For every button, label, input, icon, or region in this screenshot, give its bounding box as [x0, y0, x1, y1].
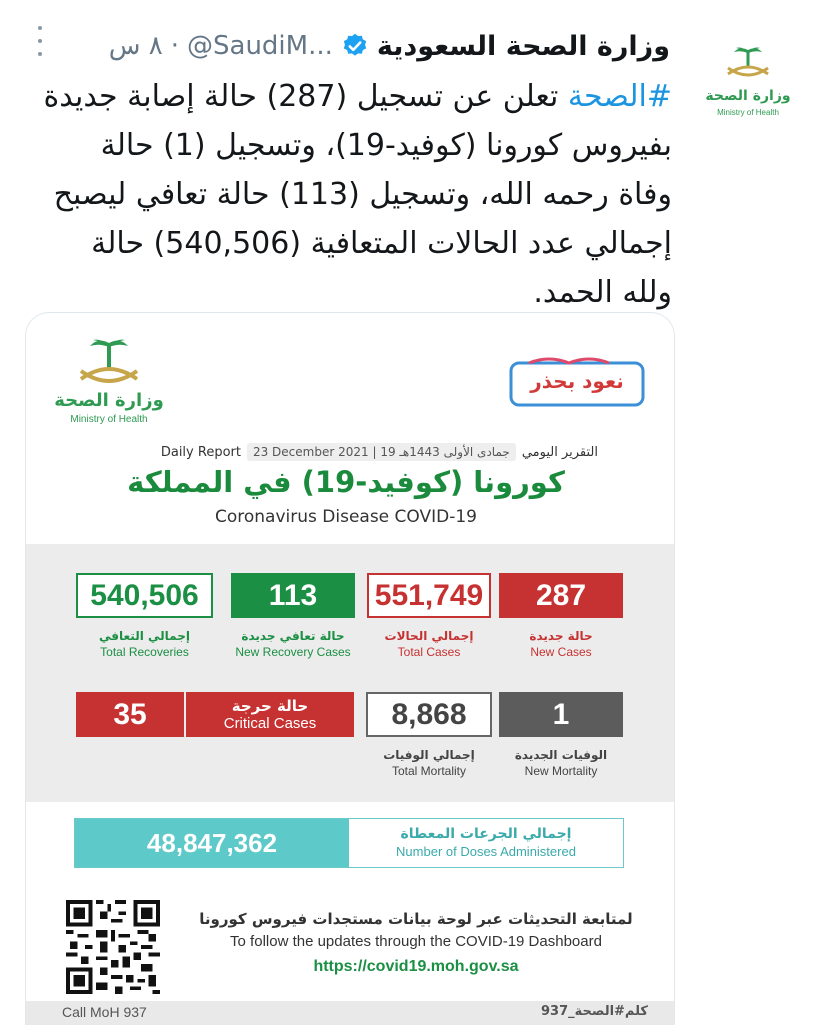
new-cases-label-en: New Cases — [530, 645, 592, 659]
report-label-ar: التقرير اليومي — [521, 444, 598, 460]
total-recoveries-value: 540,506 — [76, 573, 213, 618]
tweet-header — [109, 26, 670, 66]
tweet-body: تعلن عن تسجيل (287) حالة إصابة جديدة بفيروس كورونا (كوفيد-19)، وتسجيل (1) حالة وفاة رحمه الله، وتسجيل (113) حالة تعافي ليصبح إجمالي عدد الحالات المتعافية (540,506) حالة ولله الحمد. — [43, 79, 672, 310]
doses-value: 48,847,362 — [75, 819, 349, 867]
tweet-time[interactable]: ٨ س — [108, 31, 163, 61]
account-handle[interactable]: @SaudiM... — [187, 31, 333, 61]
total-mortality-label-en: Total Mortality — [391, 764, 467, 778]
total-recoveries-label-en: Total Recoveries — [100, 645, 189, 659]
stats-panel — [26, 544, 674, 802]
footer-call-text: Call MoH 937 — [62, 1004, 147, 1020]
new-recovery-label — [221, 628, 365, 660]
card-footer — [26, 1001, 674, 1025]
tweet-text — [40, 72, 672, 317]
logo-ar-text: وزارة الصحة — [54, 390, 164, 411]
critical-cases-label-ar: حالة حرجة — [231, 696, 309, 715]
total-mortality-label-ar: إجمالي الوفيات — [383, 748, 475, 762]
tweet-media-image[interactable] — [25, 312, 675, 1025]
new-cases-label — [499, 628, 623, 660]
new-mortality-label — [499, 747, 623, 779]
moh-emblem-icon — [54, 335, 184, 395]
doses-label-en: Number of Doses Administered — [396, 844, 576, 859]
new-recovery-label-en: New Recovery Cases — [235, 645, 351, 659]
critical-cases-value: 35 — [76, 692, 184, 737]
total-mortality-value: 8,868 — [366, 692, 492, 737]
doses-panel — [74, 818, 624, 868]
account-name[interactable]: وزارة الصحة السعودية — [376, 30, 670, 62]
verified-badge-icon — [341, 32, 369, 60]
total-recoveries-label — [76, 628, 213, 660]
avatar-en-text: Ministry of Health — [717, 108, 779, 117]
campaign-badge — [509, 357, 645, 409]
card-title-en: Coronavirus Disease COVID-19 — [214, 507, 477, 527]
total-mortality-label — [366, 747, 492, 779]
doses-label — [349, 819, 623, 867]
footer-hashtag-text: كلم#الصحة_937 — [541, 1004, 648, 1019]
daily-report-row — [136, 441, 598, 463]
total-recoveries-label-ar: إجمالي التعافي — [99, 629, 190, 643]
account-avatar[interactable] — [698, 32, 798, 132]
moh-logo — [54, 335, 184, 435]
total-cases-label — [367, 628, 491, 660]
header-separator: · — [170, 31, 180, 61]
new-cases-value: 287 — [499, 573, 623, 618]
campaign-badge-text: نعود بحذر — [530, 369, 624, 393]
avatar-ar-text: وزارة الصحة — [705, 88, 791, 104]
qr-code-icon — [66, 900, 160, 994]
hashtag-link[interactable]: #الصحة — [567, 79, 672, 114]
report-label-en: Daily Report — [160, 444, 241, 460]
dashboard-url[interactable]: https://covid19.moh.gov.sa — [313, 958, 519, 975]
critical-cases-label — [186, 692, 354, 737]
follow-text-ar: لمتابعة التحديثات عبر لوحة بيانات مستجدات فيروس كورونا — [199, 910, 633, 928]
report-dates: 23 December 2021 | 19 جمادى الأولى 1443هـ — [247, 443, 516, 461]
card-title-ar: كورونا (كوفيد-19) في المملكة — [127, 465, 565, 499]
total-cases-label-en: Total Cases — [397, 645, 461, 659]
doses-label-ar: إجمالي الجرعات المعطاة — [400, 826, 572, 842]
total-cases-value: 551,749 — [367, 573, 491, 618]
new-recovery-label-ar: حالة تعافي جديدة — [241, 629, 345, 643]
follow-text-en: To follow the updates through the COVID-19 Dashboard — [230, 933, 602, 950]
new-recovery-value: 113 — [231, 573, 355, 618]
critical-cases-label-en: Critical Cases — [223, 714, 317, 732]
new-mortality-value: 1 — [499, 692, 623, 737]
report-hijri-date: 19 جمادى الأولى 1443هـ — [380, 445, 510, 459]
logo-en-text: Ministry of Health — [70, 414, 148, 425]
more-options-icon[interactable] — [32, 26, 48, 56]
report-date: 23 December 2021 — [252, 445, 369, 459]
new-cases-label-ar: حالة جديدة — [529, 629, 593, 643]
new-mortality-label-ar: الوفيات الجديدة — [514, 748, 608, 762]
moh-logo-icon — [698, 32, 798, 132]
new-mortality-label-en: New Mortality — [524, 764, 598, 778]
total-cases-label-ar: إجمالي الحالات — [384, 629, 474, 643]
